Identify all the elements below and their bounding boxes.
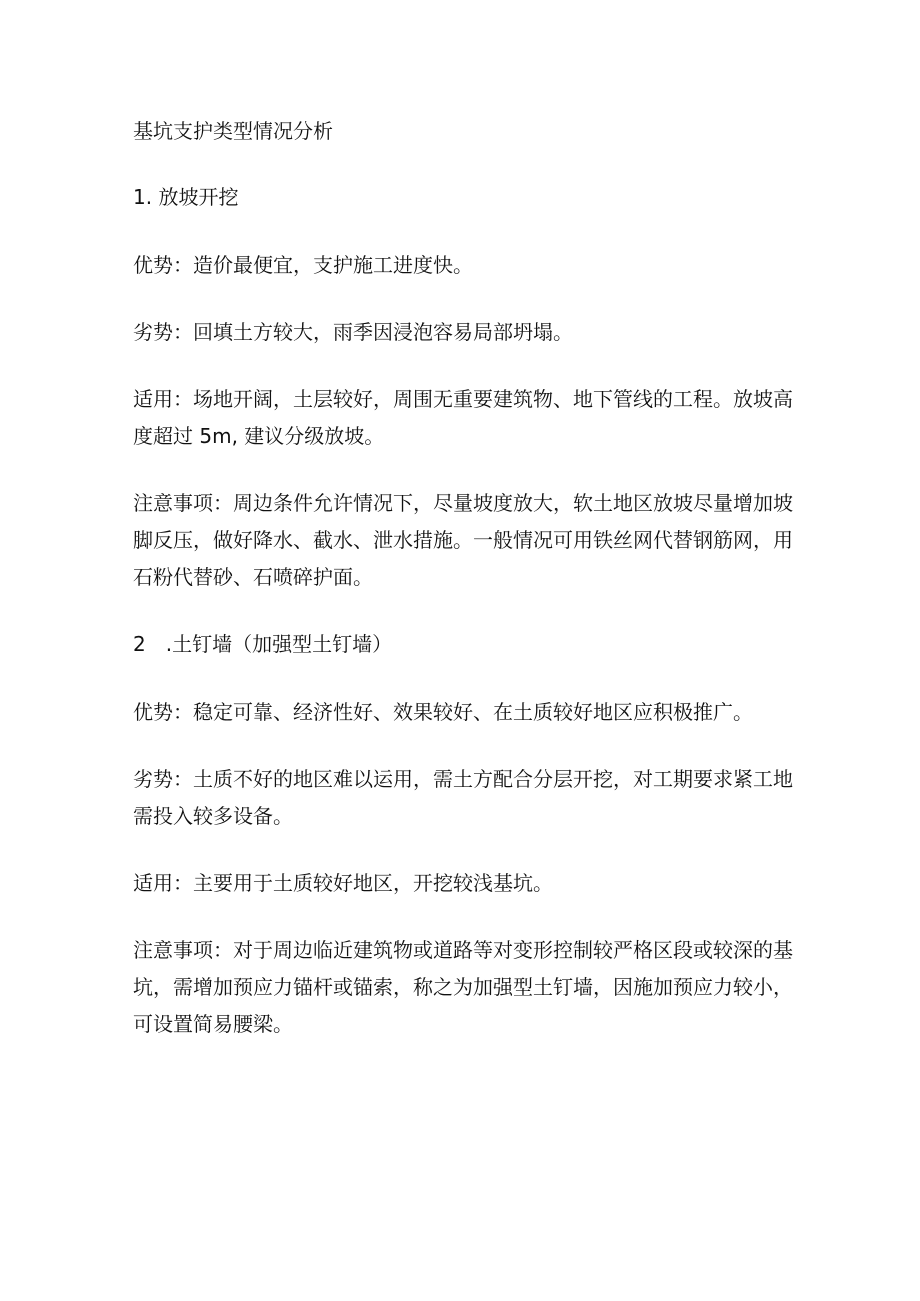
section-1-disadvantage: 劣势：回填土方较大，雨季因浸泡容易局部坍塌。 [133, 320, 573, 344]
document-body [133, 113, 803, 1073]
section-1-applicable: 适用：场地开阔，土层较好，周围无重要建筑物、地下管线的工程。放坡高度超过 5m, 建议分级放坡。 [133, 387, 793, 448]
section-2-disadvantage: 劣势：土质不好的地区难以运用，需土方配合分层开挖，对工期要求紧工地需投入较多设备。 [133, 767, 793, 828]
section-1-notes: 注意事项：周边条件允许情况下，尽量坡度放大，软土地区放坡尽量增加坡脚反压，做好降水、截水、泄水措施。一般情况可用铁丝网代替钢筋网，用石粉代替砂、石喷碎护面。 [133, 491, 793, 589]
section-1-advantage: 优势：造价最便宜，支护施工进度快。 [133, 253, 473, 277]
section-2-advantage: 优势：稳定可靠、经济性好、效果较好、在土质较好地区应积极推广。 [133, 700, 753, 724]
section-2-applicable: 适用：主要用于土质较好地区，开挖较浅基坑。 [133, 871, 553, 895]
document-title: 基坑支护类型情况分析 [133, 119, 333, 143]
section-1-heading: 1. 放坡开挖 [133, 185, 239, 209]
section-2-heading: 2 .土钉墙（加强型土钉墙） [133, 632, 393, 656]
section-2-notes: 注意事项：对于周边临近建筑物或道路等对变形控制较严格区段或较深的基坑，需增加预应力锚杆或锚索，称之为加强型土钉墙，因施加预应力较小，可设置简易腰梁。 [133, 938, 793, 1036]
